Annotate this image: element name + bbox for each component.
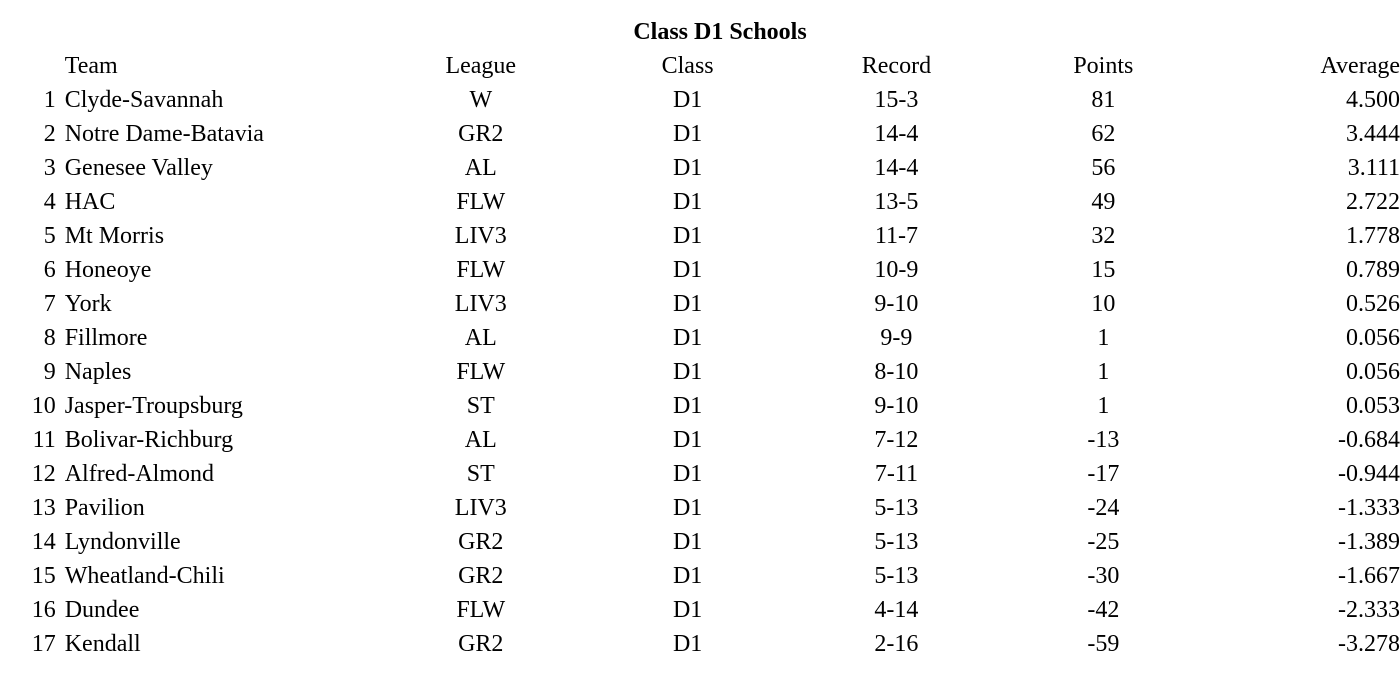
average-cell: -3.278 [1338,631,1400,657]
class-cell: D1 [672,189,703,215]
team-cell: Notre Dame-Batavia [64,121,264,147]
points-cell: 62 [1091,121,1116,147]
header-points: Points [1073,53,1134,79]
average-cell: 3.111 [1347,155,1400,181]
average-cell: 0.789 [1346,257,1400,283]
average-cell: -1.667 [1338,563,1400,589]
league-cell: W [469,87,493,113]
league-cell: GR2 [458,563,504,589]
table-row [18,83,1400,117]
points-cell: 10 [1091,291,1116,317]
record-cell: 8-10 [874,359,919,385]
team-cell: HAC [64,189,116,215]
team-cell: Mt Morris [64,223,165,249]
points-cell: 56 [1091,155,1116,181]
average-cell: -0.944 [1338,461,1400,487]
table-row [18,321,1400,355]
header-record: Record [861,53,932,79]
average-cell: -1.333 [1338,495,1400,521]
rank-cell: 15 [31,563,56,589]
rank-cell: 13 [31,495,56,521]
class-cell: D1 [672,223,703,249]
points-cell: 32 [1091,223,1116,249]
record-cell: 14-4 [874,121,919,147]
record-cell: 4-14 [874,597,919,623]
rank-cell: 10 [31,393,56,419]
league-cell: AL [464,155,497,181]
record-cell: 2-16 [874,631,919,657]
class-cell: D1 [672,257,703,283]
team-cell: Genesee Valley [64,155,213,181]
record-cell: 5-13 [874,495,919,521]
class-cell: D1 [672,87,703,113]
league-cell: ST [466,461,495,487]
rank-cell: 12 [31,461,56,487]
average-cell: 1.778 [1346,223,1400,249]
league-cell: FLW [456,257,506,283]
league-cell: GR2 [458,631,504,657]
rank-cell: 16 [31,597,56,623]
average-cell: -1.389 [1338,529,1400,555]
class-cell: D1 [672,427,703,453]
team-cell: Fillmore [64,325,148,351]
rank-cell: 4 [43,189,56,215]
class-cell: D1 [672,121,703,147]
record-cell: 9-10 [874,291,919,317]
class-cell: D1 [672,393,703,419]
league-cell: FLW [456,597,506,623]
record-cell: 9-9 [880,325,913,351]
table-row [18,593,1400,627]
record-cell: 14-4 [874,155,919,181]
points-cell: -42 [1087,597,1120,623]
average-cell: 0.526 [1346,291,1400,317]
header-team: Team [64,53,118,79]
class-cell: D1 [672,325,703,351]
table-row [18,389,1400,423]
league-cell: FLW [456,359,506,385]
league-cell: GR2 [458,121,504,147]
league-cell: AL [464,427,497,453]
points-cell: 49 [1091,189,1116,215]
record-cell: 5-13 [874,563,919,589]
table-row [18,559,1400,593]
class-cell: D1 [672,495,703,521]
rank-cell: 9 [43,359,56,385]
table-row [18,355,1400,389]
points-cell: -17 [1087,461,1120,487]
table-row [18,219,1400,253]
average-cell: 4.500 [1346,87,1400,113]
rank-cell: 7 [43,291,56,317]
rank-cell: 14 [31,529,56,555]
standings-table [18,49,1400,661]
team-cell: Clyde-Savannah [64,87,224,113]
team-cell: Pavilion [64,495,145,521]
record-cell: 5-13 [874,529,919,555]
record-cell: 15-3 [874,87,919,113]
rank-cell: 3 [43,155,56,181]
rank-cell: 5 [43,223,56,249]
league-cell: LIV3 [454,291,507,317]
points-cell: 15 [1091,257,1116,283]
table-row [18,457,1400,491]
record-cell: 11-7 [874,223,918,249]
team-cell: Kendall [64,631,141,657]
class-cell: D1 [672,563,703,589]
table-row [18,253,1400,287]
average-cell: -2.333 [1338,597,1400,623]
header-league: League [445,53,517,79]
rank-cell: 17 [31,631,56,657]
rank-cell: 1 [43,87,56,113]
table-row [18,185,1400,219]
class-cell: D1 [672,155,703,181]
average-cell: 0.053 [1346,393,1400,419]
class-cell: D1 [672,359,703,385]
record-cell: 10-9 [874,257,919,283]
average-cell: 0.056 [1346,359,1400,385]
record-cell: 9-10 [874,393,919,419]
table-row [18,627,1400,661]
team-cell: Naples [64,359,132,385]
team-cell: Lyndonville [64,529,181,555]
average-cell: -0.684 [1338,427,1400,453]
header-row [18,49,1400,83]
league-cell: ST [466,393,495,419]
rank-cell: 6 [43,257,56,283]
league-cell: LIV3 [454,495,507,521]
class-cell: D1 [672,291,703,317]
table-row [18,525,1400,559]
average-cell: 2.722 [1346,189,1400,215]
points-cell: -25 [1087,529,1120,555]
points-cell: -24 [1087,495,1120,521]
team-cell: Wheatland-Chili [64,563,225,589]
points-cell: 1 [1097,359,1110,385]
rank-cell: 2 [43,121,56,147]
team-cell: Alfred-Almond [64,461,214,487]
class-cell: D1 [672,597,703,623]
points-cell: -13 [1087,427,1120,453]
record-cell: 7-12 [874,427,919,453]
team-cell: Jasper-Troupsburg [64,393,243,419]
page-title: Class D1 Schools [633,19,807,45]
table-body [18,83,1400,661]
record-cell: 13-5 [874,189,919,215]
header-rank [18,49,56,83]
record-cell: 7-11 [874,461,918,487]
average-cell: 3.444 [1346,121,1400,147]
team-cell: Honeoye [64,257,152,283]
table-row [18,151,1400,185]
average-cell: 0.056 [1346,325,1400,351]
header-class: Class [661,53,714,79]
points-cell: -59 [1087,631,1120,657]
class-cell: D1 [672,631,703,657]
points-cell: 81 [1091,87,1116,113]
rank-cell: 11 [32,427,56,453]
team-cell: Dundee [64,597,140,623]
league-cell: LIV3 [454,223,507,249]
class-cell: D1 [672,529,703,555]
team-cell: Bolivar-Richburg [64,427,234,453]
league-cell: AL [464,325,497,351]
table-row [18,117,1400,151]
table-row [18,423,1400,457]
team-cell: York [64,291,112,317]
table-row [18,491,1400,525]
class-cell: D1 [672,461,703,487]
rank-cell: 8 [43,325,56,351]
points-cell: 1 [1097,325,1110,351]
points-cell: 1 [1097,393,1110,419]
table-row [18,287,1400,321]
league-cell: FLW [456,189,506,215]
points-cell: -30 [1087,563,1120,589]
league-cell: GR2 [458,529,504,555]
header-average: Average [1320,53,1400,79]
